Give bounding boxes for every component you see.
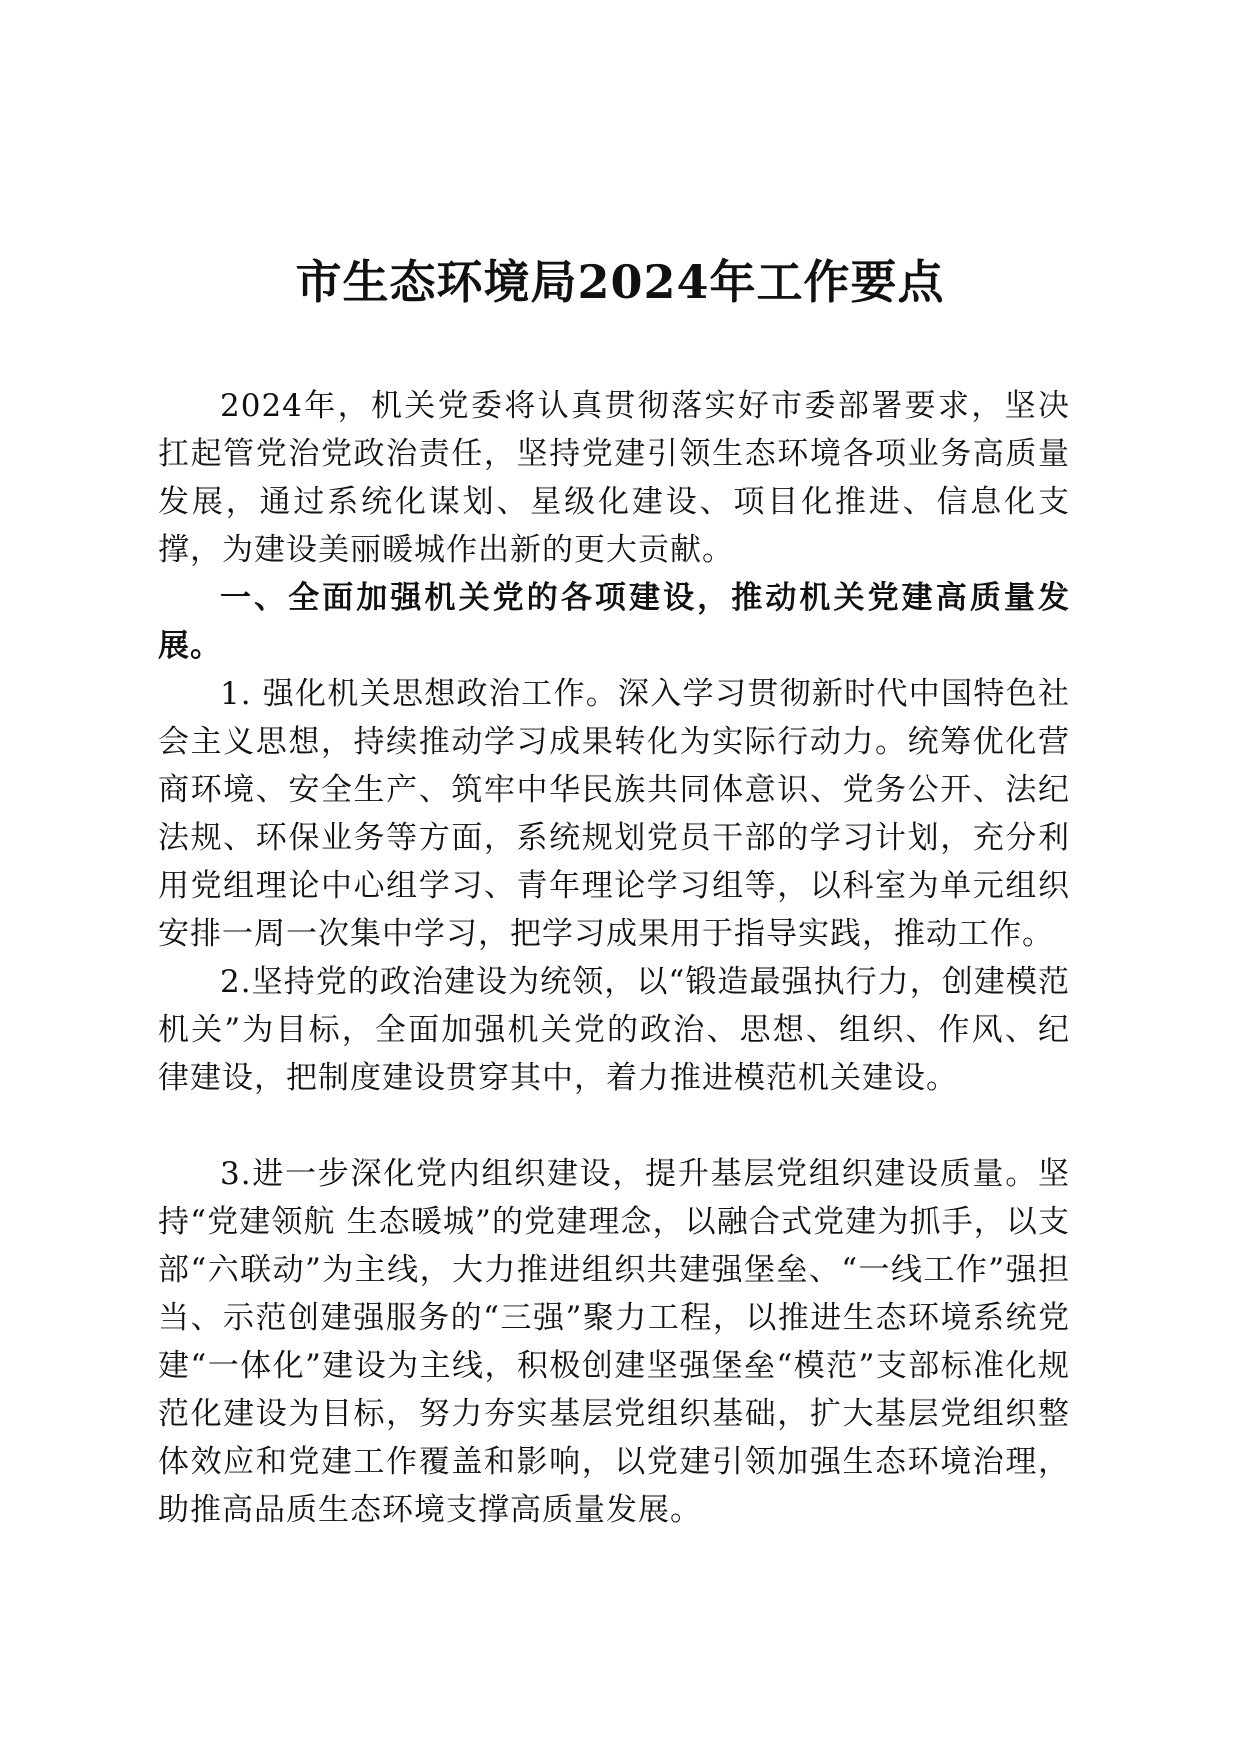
- item-paragraph-2: 2.坚持党的政治建设为统领，以“锻造最强执行力，创建模范机关”为目标，全面加强机关党的政治、思想、组织、作风、纪律建设，把制度建设贯穿其中，着力推进模范机关建设。: [158, 964, 1070, 1096]
- item-paragraph-3: 3.进一步深化党内组织建设，提升基层党组织建设质量。坚持“党建领航 生态暖城”的党建理念，以融合式党建为抓手，以支部“六联动”为主线，大力推进组织共建强堡垒、“一线工作”强担当、示范创建强服务的“三强”聚力工程，以推进生态环境系统党建“一体化”建设为主线，积极创建坚强堡垒“模范”支部标准化规范化建设为目标，努力夯实基层党组织基础，扩大基层党组织整体效应和党建工作覆盖和影响，以党建引领加强生态环境治理，助推高品质生态环境支撑高质量发展。: [158, 1156, 1070, 1528]
- document-title: 市生态环境局2024年工作要点: [295, 255, 945, 309]
- item-paragraph-1: 1. 强化机关思想政治工作。深入学习贯彻新时代中国特色社会主义思想，持续推动学习成果转化为实际行动力。统筹优化营商环境、安全生产、筑牢中华民族共同体意识、党务公开、法纪法规、环保业务等方面，系统规划党员干部的学习计划，充分利用党组理论中心组学习、青年理论学习组等，以科室为单元组织安排一周一次集中学习，把学习成果用于指导实践，推动工作。: [158, 676, 1070, 952]
- section-heading: 一、全面加强机关党的各项建设，推动机关党建高质量发展。: [158, 580, 1070, 664]
- document-body: [158, 382, 1070, 1534]
- intro-paragraph: 2024年，机关党委将认真贯彻落实好市委部署要求，坚决扛起管党治党政治责任，坚持党建引领生态环境各项业务高质量发展，通过系统化谋划、星级化建设、项目化推进、信息化支撑，为建设美丽暖城作出新的更大贡献。: [158, 388, 1070, 568]
